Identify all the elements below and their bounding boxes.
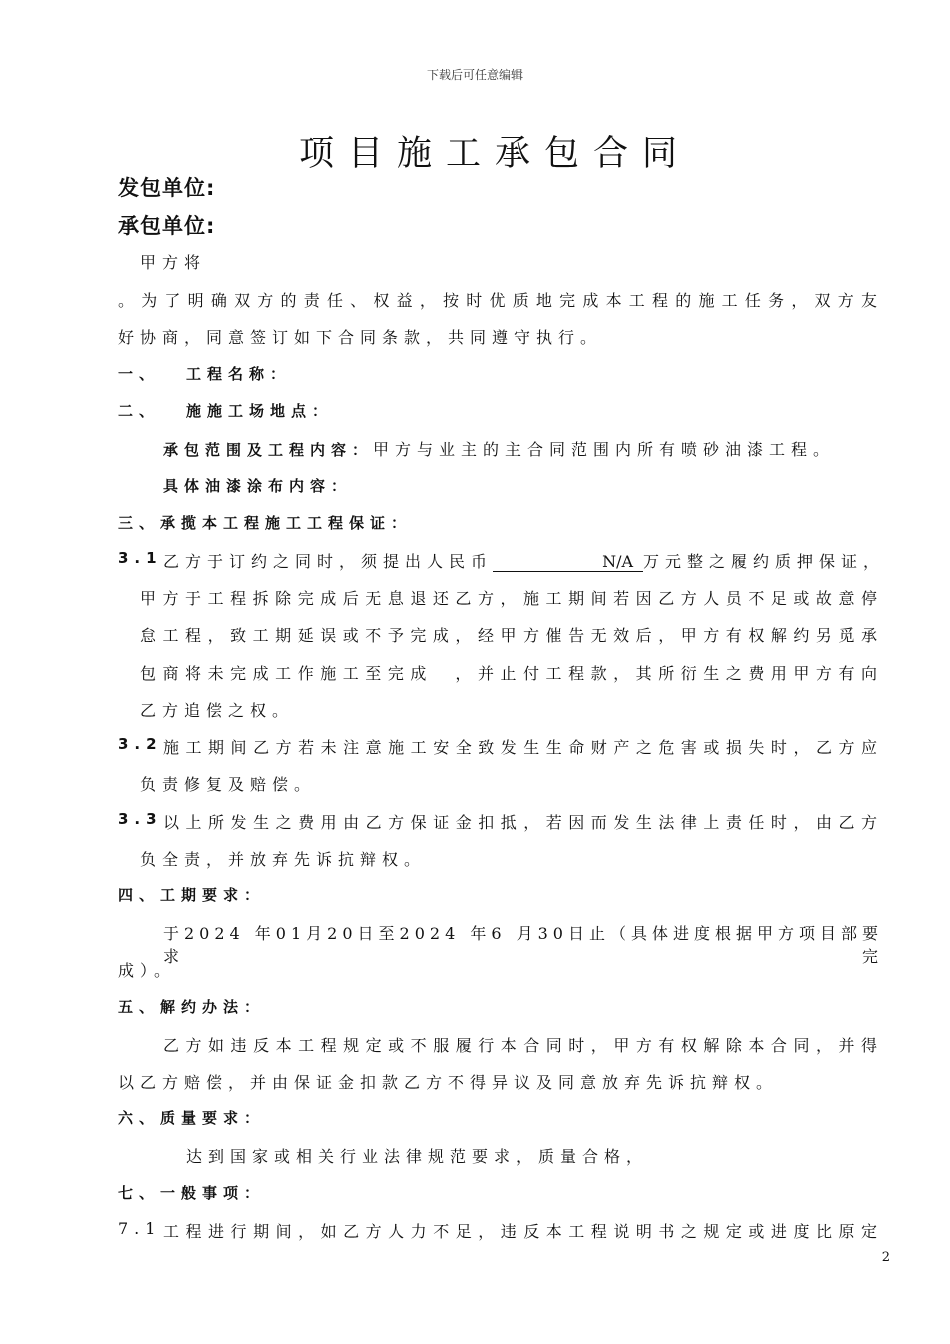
clause-3-1-line-3: 怠工程，致工期延误或不予完成，经甲方催告无效后，甲方有权解约另觅承 <box>140 626 883 645</box>
clause-3-1-line-1 <box>163 549 885 572</box>
section-6-title: 六、质量要求： <box>118 1109 266 1127</box>
intro-line-1: 甲方将 <box>140 253 207 272</box>
scope-line <box>163 437 835 460</box>
clause-3-2-line-2: 负责修复及赔偿。 <box>140 775 317 794</box>
document-title: 项目施工承包合同 <box>298 134 691 174</box>
scope-label: 承包范围及工程内容： <box>163 441 374 459</box>
deposit-amount: N/A <box>493 553 643 572</box>
clause-7-1-line-1: 工程进行期间，如乙方人力不足，违反本工程说明书之规定或进度比原定 <box>163 1222 883 1241</box>
section-3-title: 三、承揽本工程施工工程保证： <box>118 514 413 532</box>
page-number: 2 <box>881 1250 890 1265</box>
contractor-label: 承包单位: <box>118 214 216 238</box>
scope-text: 甲方与业主的主合同范围内所有喷砂油漆工程。 <box>373 440 836 459</box>
section-4-title: 四、工期要求： <box>118 886 266 904</box>
clause-3-3-number: 3.3 <box>118 810 163 828</box>
clause-3-1-pre: 乙方于订约之同时，须提出人民币 <box>163 552 494 571</box>
page-header-note: 下载后可任意编辑 <box>426 68 523 82</box>
intro-line-3: 好协商，同意签订如下合同条款，共同遵守执行。 <box>118 328 603 347</box>
section-4-line-2: 成）。 <box>118 961 177 980</box>
clause-3-1-post: 万元整之履约质押保证， <box>643 552 886 571</box>
section-5-line-2: 以乙方赔偿，并由保证金扣款乙方不得异议及同意放弃先诉抗辩权。 <box>118 1073 779 1092</box>
section-5-title: 五、解约办法： <box>118 998 266 1016</box>
clause-3-1-line-2: 甲方于工程拆除完成后无息退还乙方，施工期间若因乙方人员不足或故意停 <box>140 589 883 608</box>
section-2-title: 施施工场地点： <box>186 402 334 420</box>
clause-3-2-line-1: 施工期间乙方若未注意施工安全致发生生命财产之危害或损失时，乙方应 <box>163 738 883 757</box>
section-6-line-1: 达到国家或相关行业法律规范要求，质量合格， <box>186 1147 649 1166</box>
section-1-number: 一、 <box>118 365 161 383</box>
clause-3-2-number: 3.2 <box>118 735 163 753</box>
section-5-line-1: 乙方如违反本工程规定或不服履行本合同时，甲方有权解除本合同，并得 <box>163 1036 883 1055</box>
employer-label: 发包单位: <box>118 176 216 200</box>
section-2-number: 二、 <box>118 402 161 420</box>
section-4-line-1: 于2024 年01月20日至2024 年6 月30日止（具体进度根据甲方项目部要求完 <box>163 924 883 966</box>
section-1-title: 工程名称： <box>186 365 292 383</box>
clause-3-1-line-4: 包商将未完成工作施工至完成 ，并止付工程款，其所衍生之费用甲方有向 <box>140 664 883 683</box>
clause-7-1-number: 7.1 <box>118 1219 162 1238</box>
clause-3-3-line-2: 负全责，并放弃先诉抗辩权。 <box>140 850 427 869</box>
clause-3-1-line-5: 乙方追偿之权。 <box>140 701 295 720</box>
intro-line-2: 。为了明确双方的责任、权益，按时优质地完成本工程的施工任务，双方友 <box>118 291 883 310</box>
clause-3-3-line-1: 以上所发生之费用由乙方保证金扣抵，若因而发生法律上责任时，由乙方 <box>163 813 883 832</box>
clause-3-1-number: 3.1 <box>118 549 163 567</box>
section-7-title: 七、一般事项： <box>118 1184 266 1202</box>
paint-content-label: 具体油漆涂布内容： <box>163 477 353 495</box>
